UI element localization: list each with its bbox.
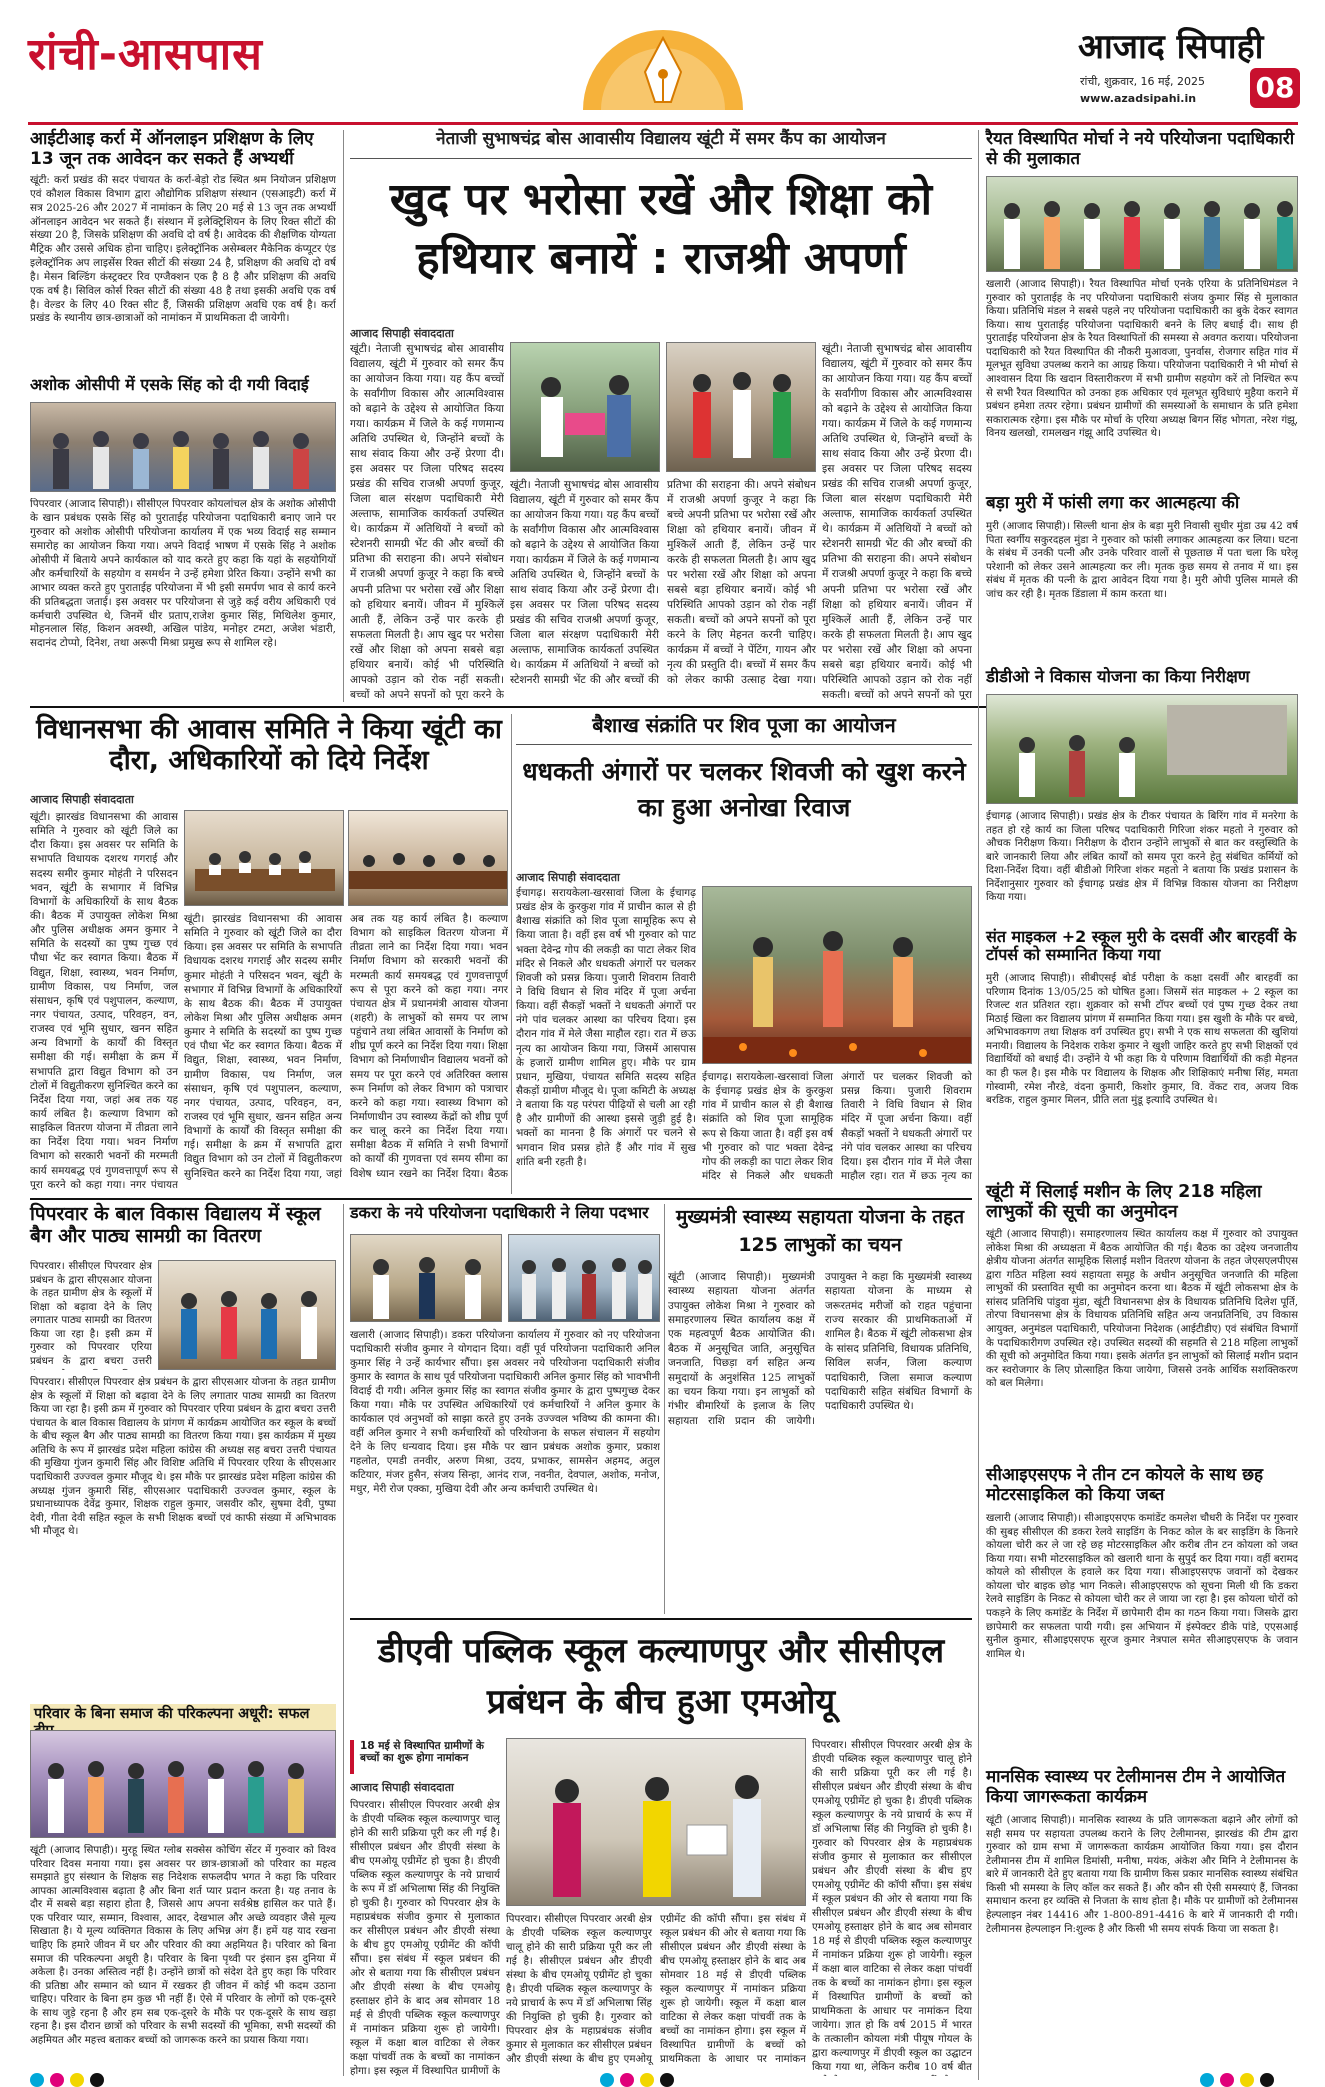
article-headline: मुख्यमंत्री स्वास्थ्य सहायता योजना के तहत 125 लाभुकों का चयन	[675, 1206, 965, 1256]
color-swatch	[70, 2073, 84, 2087]
article-raiyat-morcha	[986, 130, 1298, 490]
article-family-day	[30, 1704, 336, 2076]
article-headline: संत माइकल +2 स्कूल मुरी के दसवीं और बारहवीं के टॉपर्स को सम्मानित किया गया	[986, 927, 1297, 965]
article-body: खूंटी (आजाद सिपाही)। समाहरणालय स्थित कार्यालय कक्ष में गुरुवार को उपायुक्त लोकेश मिश्रा की अध्यक्षता में बैठक आयोजित की गई। बैठक का उद्देश्य जनजातीय क्षेत्रीय योजना अंतर्गत सामूहिक सिलाई मशीन वितरण योजना के तहत जेएसएलपीएस द्वारा गठित महिला स्वयं सहायता समूह के अधीन अनुसूचित जनजाति की महिला लाभुकों की प्रस्तावित सूची का अनुमोदन करना था। बैठक में खूंटी लोकसभा क्षेत्र के सांसद प्रतिनिधि पांडुवा मुंडा, खूंटी विधानसभा क्षेत्र के विधायक प्रतिनिधि दिलेश पूर्ति, तोरपा विधानसभा क्षेत्र के विधायक प्रतिनिधि सहित अन्य जनप्रतिनिधि, उप विकास आयुक्त, अनुमंडल पदाधिकारी, परियोजना निदेशक (आईटीडीए) एवं संबंधित विभागों के पदाधिकारीगण उपस्थित रहे। उपस्थित सदस्यों की सहमति से 218 महिला लाभुकों की सूची को अनुमोदित किया गया। इसके अंतर्गत इन लाभुकों को सिलाई मशीन प्रदान कर स्वरोजगार के लिए प्रोत्साहित किया जायेगा, जिससे उनके आर्थिक सशक्तिकरण को बल मिलेगा।	[986, 1229, 1298, 1390]
color-swatch	[90, 2073, 104, 2087]
section-title: रांची-आसपास	[28, 29, 263, 80]
article-body: पिपरवार। सीसीएल पिपरवार क्षेत्र प्रबंधन के द्वारा सीएसआर योजना के तहत ग्रामीण क्षेत्र के स्कूलों में शिक्षा को बढ़ावा देने के लिए लगातार पाठ्य सामग्री का वितरण किया जा रहा है। इसी क्रम में गुरुवार को पिपरवार एरिया प्रबंधन के द्वारा बचरा उत्तरी	[30, 1261, 152, 1367]
article-body: खलारी (आजाद सिपाही)। डकरा परियोजना कार्यालय में गुरुवार को नए परियोजना पदाधिकारी संजीव कुमार ने योगदान दिया। वहीं पूर्व परियोजना पदाधिकारी अनिल कुमार सिंह ने उन्हें कार्यभार सौंपा। इस अवसर नये परियोजना पदाधिकारी संजीव कुमार के स्वागत के साथ पूर्व परियोजना पदाधिकारी अनिल कुमार सिंह को भावभीनी विदाई दी गयी। अनिल कुमार सिंह का स्वागत संजीव कुमार के द्वारा पुष्पगुच्छ देकर किया गया। मौके पर उपस्थित अधिकारियों एवं कर्मचारियों ने अनिल कुमार के कार्यकाल एवं अनुभवों को साझा करते हुए उनके उज्ज्वल भविष्य की कामना की। वहीं अनिल कुमार ने सभी कर्मचारियों को परियोजना के सफल संचालन में सहयोग देने के लिए धन्यवाद दिया। इस मौके पर खान प्रबंधक अशोक कुमार, प्रकाश गहलोत, एमडी तनवीर, अरुण मिश्रा, उदय, प्रभाकर, सामसेन अहमद, अतुल कटियार, मंजर हुसैन, संजय सिन्हा, आनंद राज, नवनीत, देवपाल, अशोक, मनोज, मधुर, मेरी रोज एक्का, मुखिया देवी और अन्य कर्मचारी उपस्थित थे।	[350, 1329, 660, 1495]
article-headline: सीआइएसएफ ने तीन टन कोयले के साथ छह मोटरसाइकिल को किया जब्त	[986, 1465, 1264, 1505]
color-swatch	[30, 2073, 44, 2087]
photo-morcha-meeting	[986, 176, 1298, 272]
article-body: खूंटी (आजाद सिपाही)। मुख्यमंत्री स्वास्थ्य सहायता योजना अंतर्गत उपायुक्त लोकेश मिश्रा ने गुरुवार को समाहरणालय स्थित कार्यालय कक्ष में एक महत्वपूर्ण बैठक आयोजित की। बैठक में अनुसूचित जाति, अनुसूचित जनजाति, पिछड़ा वर्ग सहित अन्य समुदायों के अनुशंसित 125 लाभुकों का चयन किया गया। इन लाभुकों को गंभीर बीमारियों के इलाज के लिए सहायता राशि प्रदान की जायेगी। उपायुक्त ने कहा कि मुख्यमंत्री स्वास्थ्य सहायता योजना के माध्यम से जरूरतमंद मरीजों को राहत पहुंचाना राज्य सरकार की प्राथमिकताओं में शामिल है। बैठक में खूंटी लोकसभा क्षेत्र के सांसद प्रतिनिधि, विधायक प्रतिनिधि, सिविल सर्जन, जिला कल्याण पदाधिकारी, जिला समाज कल्याण पदाधिकारी सहित संबंधित विभागों के पदाधिकारी उपस्थित थे।	[668, 1271, 972, 1427]
article-body-mid	[510, 478, 816, 700]
photo-committee-meeting	[184, 810, 344, 906]
masthead-rule	[28, 122, 1298, 125]
divider	[30, 1198, 972, 1200]
article-summer-camp	[350, 130, 972, 702]
color-swatch	[1220, 2073, 1234, 2087]
article-body: मुरी (आजाद सिपाही)। सीबीएसई बोर्ड परीक्षा के कक्षा दसवीं और बारहवीं का परिणाम दिनांक 13/05/25 को घोषित हुआ। जिसमें संत माइकल + 2 स्कूल का रिजल्ट शत प्रतिशत रहा। शुक्रवार को सभी टॉपर बच्चों एवं पुष्प गुच्छ देकर तथा मिठाई खिला कर विद्यालय प्रांगण में सम्मानित किया गया। इस खुशी के मौके पर बच्चे, अभिभावकगण तथा शिक्षक वर्ग उपस्थित हुए। सभी ने एक साथ सफलता की खुशियां मनायी। विद्यालय के निदेशक राकेश कुमार ने खुशी जाहिर करते हुए सभी शिक्षकों एवं विद्यार्थियों को बधाई दी। उन्होंने ये भी कहा कि ये परिणाम विद्यार्थियों की कड़ी मेहनत का ही फल है। इस मौके पर विद्यालय के शिक्षक और शिक्षिकाएं मनीषा सिंह, ममता गोस्वामी, रमेश नौरडे, वंदना कुमारी, किशोर कुमार, वि. वेंकट राव, अजय विक बरडिक, राहुल कुमार मिलन, प्रीति लता मुंडू इत्यादि उपस्थित थे।	[986, 973, 1298, 1107]
color-swatch	[660, 2073, 674, 2087]
column-rule	[343, 1204, 344, 2076]
article-fire-walk	[516, 714, 972, 1194]
article-body: पिपरवार (आजाद सिपाही)। सीसीएल पिपरवार कोयलांचल क्षेत्र के अशोक ओसीपी के खान प्रबंधक एसके सिंह को पुराताईह परियोजना पदाधिकारी बनाए जाने पर गुरुवार को अशोक ओसीपी परियोजना कार्यालय में एक भव्य विदाई सह सम्मान समारोह का आयोजन किया गया। अपने विदाई भाषण में एसके सिंह ने अशोक ओसीपी में बिताये अपने कार्यकाल को याद करते हुए कहा कि यहां के सहयोगियों और कर्मचारियों के सहयोग व समर्थन ने उन्हें हमेशा प्रेरित किया। उन्होंने सभी का आभार व्यक्त करते हुए पुराताईह परियोजना में भी इसी समर्पण भाव से कार्य करने की प्रतिबद्धता जताई। इस अवसर पर परियोजना से जुड़े कई वरीय अधिकारी एवं कर्मचारी उपस्थित थे, जिनमें धीर प्रताप,राजेश कुमार सिंह, मिथिलेश कुमार, मोहनलाल सिंह, किशन अवस्थी, अखिल पांडेय, मनोहर टमटा, अजेश भंडारी, सदानंद टोप्पो, दिनेश, तथा अरूपी मिश्रा प्रमुख रूप से शामिल रहे।	[30, 498, 336, 650]
photo-mou-signing	[506, 1738, 806, 1906]
divider	[350, 1618, 972, 1620]
color-swatch	[50, 2073, 64, 2087]
kicker-rule	[350, 158, 972, 159]
article-body: ईचागढ़ (आजाद सिपाही)। प्रखंड क्षेत्र के टीकर पंचायत के बिरिंग गांव में मनरेगा के तहत हो रहे कार्य का जिला परिषद पदाधिकारी गिरिजा शंकर महतो ने गुरुवार को औचक निरीक्षण किया। निरीक्षण के दौरान उन्होंने लाभुकों से बात कर वस्तुस्थिति के बारे जानकारी लिया और लंबित कार्यों को समय पूरा करने हेतु संबंधित कर्मियों को दिशा-निर्देश दिया। वहीं बीडीओ गिरिजा शंकर महतो ने बताया कि प्रखंड प्रशासन के निर्देशानुसार गुरुवार को ईचागढ़ प्रखंड क्षेत्र में विभिन्न विकास योजना का निरीक्षण किया गया।	[986, 811, 1298, 904]
article-headline: खुद पर भरोसा रखें और शिक्षा को हथियार बनायें : राजश्री अपर्णा	[389, 174, 933, 285]
article-headline: खूंटी में सिलाई मशीन के लिए 218 महिला लाभुकों की सूची का अनुमोदन	[986, 1182, 1262, 1223]
article-headline: बड़ा मुरी में फांसी लगा कर आत्महत्या की	[986, 493, 1240, 513]
photo-dakra-welcome	[350, 1234, 502, 1322]
article-body-cont	[30, 1376, 336, 1696]
print-color-bar-left	[30, 2072, 110, 2086]
article-headline: डीडीओ ने विकास योजना का किया निरीक्षण	[986, 667, 1250, 686]
article-body: खूंटी। झारखंड विधानसभा की आवास समिति ने गुरुवार को खूंटी जिले का दौरा किया। इस अवसर पर समिति के सभापति विधायक दशरथ गगराई और सदस्य समीर कुमार मोहंती ने परिसदन भवन, खूंटी के सभागार में विभिन्न विभागों के अधिकारियों के साथ बैठक की। बैठक में उपायुक्त लोकेश मिश्रा और पुलिस अधीक्षक अमन कुमार ने समिति के सदस्यों का पुष्प गुच्छ एवं पौधा भेंट कर स्वागत किया। बैठक में विद्युत, शिक्षा, स्वास्थ्य, भवन निर्माण, ग्रामीण विकास, पथ निर्माण, जल संसाधन, कृषि एवं पशुपालन, कल्याण, नगर पंचायत, उत्पाद, परिवहन, वन, राजस्व एवं भूमि सुधार, खनन सहित अन्य विभागों के कार्यों की विस्तृत समीक्षा की गई। समीक्षा के क्रम में सभापति द्वारा विद्युत विभाग को उन टोलों में विद्युतीकरण सुनिश्चित करने का निर्देश दिया गया, जहां अब तक यह कार्य लंबित है। कल्याण विभाग को साइकिल वितरण योजना में तीव्रता लाने का निर्देश दिया गया। भवन निर्माण विभाग को सरकारी भवनों की मरम्मती कार्य समयबद्ध एवं गुणवत्तापूर्ण रूप से पूरा करने को कहा गया। नगर पंचायत	[30, 811, 178, 1190]
article-school-bags	[30, 1204, 336, 1699]
article-headline: परिवार के बिना समाज की परिकल्पना अधूरी: सफल	[30, 1704, 336, 1741]
article-body: पिपरवार। सीसीएल पिपरवार अरबी क्षेत्र के डीएवी पब्लिक स्कूल कल्याणपुर चालू होने की सारी प्रक्रिया पूरी कर ली गई है। सीसीएल प्रबंधन और डीएवी संस्था के बीच एमओयू एग्रीमेंट हो चुका है। डीएवी पब्लिक स्कूल कल्याणपुर के नये प्राचार्य के रूप में डॉ अभिलाषा सिंह की नियुक्ति हो चुकी है। गुरुवार को पिपरवार क्षेत्र के महाप्रबंधक संजीव कुमार से मुलाकात कर सीसीएल प्रबंधन और डीएवी संस्था के बीच हुए एमओयू एग्रीमेंट की कॉपी सौंपा। इस संबंध में स्कूल प्रबंधन की ओर से बताया गया कि सीसीएल प्रबंधन और डीएवी संस्था के बीच एमओयू हस्ताक्षर होने के बाद अब सोमवार 18 मई से डीएवी पब्लिक स्कूल कल्याणपुर में नामांकन प्रक्रिया शुरू हो जायेगी। स्कूल में कक्षा बाल वाटिका से लेकर कक्षा पांचवीं तक के बच्चों का नामांकन होगा। इस स्कूल में विस्थापित ग्रामीणों के	[350, 1799, 500, 2076]
print-color-bar-center	[600, 2072, 680, 2086]
article-dakra-officer	[350, 1204, 660, 1614]
article-body: मुरी (आजाद सिपाही)। सिल्ली थाना क्षेत्र के बड़ा मुरी निवासी सुधीर मुंडा उम्र 42 वर्ष पिता स्वर्गीय सकुरदहल मुंडा ने गुरुवार को फांसी लगाकर आत्महत्या कर लिया। घटना के संबंध में उनकी पत्नी और उनके परिवार वालों से पूछताछ में पता चला कि घरेलू परेशानी को लेकर उसने आत्महत्या कर ली। मृतक कुछ समय से तनाव में था। इस संबंध में मृतक की पत्नी के द्वारा आवेदन दिया गया है। मुरी ओपी पुलिस मामले की जांच कर रही है। मृतक डिंडाला में काम करता था।	[986, 521, 1298, 600]
article-headline: आईटीआइ कर्रा में ऑनलाइन प्रशिक्षण के लिए 13 जून तक आवेदन कर सकते हैं अभ्यर्थी	[30, 129, 314, 169]
article-headline: डकरा के नये परियोजना पदाधिकारी ने लिया पदभार	[350, 1203, 649, 1222]
pen-nib-logo	[573, 22, 753, 112]
masthead	[28, 22, 1298, 122]
byline: आजाद सिपाही संवाददाता	[516, 871, 620, 884]
color-swatch	[1200, 2073, 1214, 2087]
byline: आजाद सिपाही संवाददाता	[30, 793, 134, 806]
photo-school-bags	[158, 1260, 336, 1370]
article-body-text: पिपरवार। सीसीएल पिपरवार अरबी क्षेत्र के डीएवी पब्लिक स्कूल कल्याणपुर चालू होने की सारी प्रक्रिया पूरी कर ली गई है। सीसीएल प्रबंधन और डीएवी संस्था के बीच एमओयू एग्रीमेंट हो चुका है। डीएवी पब्लिक स्कूल कल्याणपुर के नये प्राचार्य के रूप में डॉ अभिलाषा सिंह की नियुक्ति हो चुकी है। गुरुवार को पिपरवार क्षेत्र के महाप्रबंधक संजीव कुमार से मुलाकात कर सीसीएल प्रबंधन और डीएवी संस्था के बीच हुए एमओयू एग्रीमेंट की कॉपी सौंपा। इस संबंध में स्कूल प्रबंधन की ओर से बताया गया कि सीसीएल प्रबंधन और डीएवी संस्था के बीच एमओयू हस्ताक्षर होने के बाद अब सोमवार 18 मई से डीएवी पब्लिक स्कूल कल्याणपुर में नामांकन प्रक्रिया शुरू हो जायेगी। स्कूल में कक्षा बाल वाटिका से लेकर कक्षा पांचवीं तक के बच्चों का नामांकन होगा। इस स्कूल में विस्थापित ग्रामीणों के बच्चों को प्राथमिकता के आधार पर नामांकन	[506, 1913, 806, 2065]
photo-summer-camp-students	[666, 342, 816, 472]
article-assembly-committee	[30, 714, 508, 1194]
photo-dakra-group	[508, 1234, 660, 1322]
column-rule	[978, 130, 979, 2080]
article-body: खूंटी (आजाद सिपाही)। मानसिक स्वास्थ्य के प्रति जागरूकता बढ़ाने और लोगों को सही समय पर सहायता उपलब्ध कराने के लिए टेलीमानस, झारखंड की टीम द्वारा गुरुवार को ग्राम सभा में जागरूकता कार्यक्रम आयोजित किया गया। इस दौरान टेलीमानस टीम में शामिल डिमांसी, मनीषा, मयंक, अंकेश और मिनि ने टेलीमानस के बारे में जानकारी देते हुए बताया गया कि ग्रामीण किस प्रकार मानसिक स्वास्थ्य संबंधित किसी भी समस्या के लिए कॉल कर सकते हैं। और कौन सी ऐसी समस्याएं हैं, जिनका समाधान करना हर व्यक्ति से निजता के साथ होता है। मौके पर ग्रामीणों को टेलीमानस हेल्पलाइन नंबर 14416 और 1-800-891-4416 के बारे में जानकारी दी गयी। टेलीमानस हेल्पलाइन नि:शुल्क है और किसी भी समय संपर्क किया जा सकता है।	[986, 1815, 1298, 1935]
article-body-cont	[184, 912, 508, 1190]
color-swatch	[600, 2073, 614, 2087]
color-swatch	[1240, 2073, 1254, 2087]
article-kicker: बैशाख संक्रांति पर शिव पूजा का आयोजन	[592, 713, 896, 737]
page-number: 08	[1250, 68, 1300, 108]
article-sewing-machine	[986, 1182, 1298, 1462]
print-color-bar-right	[1200, 2072, 1280, 2086]
kicker-rule	[516, 744, 972, 745]
column-rule	[511, 714, 512, 1194]
color-swatch	[640, 2073, 654, 2087]
photo-fire-walk	[702, 886, 972, 1064]
column-rule	[664, 1204, 665, 1614]
article-body-cont	[506, 1912, 806, 2076]
article-body-text: खूंटी। नेताजी सुभाषचंद्र बोस आवासीय विद्यालय, खूंटी में गुरुवार को समर कैंप का आयोजन किया गया। यह कैंप बच्चों के सर्वांगीण विकास और आत्मविश्वास को बढ़ाने के उद्देश्य से आयोजित किया गया। कार्यक्रम में जिले के कई गणमान्य अतिथि उपस्थित थे, जिन्होंने बच्चों के साथ संवाद किया और उन्हें प्रेरणा दी। इस अवसर पर जिला परिषद सदस्य प्रखंड की सचिव राजश्री अपर्णा कुजूर, जिला बाल संरक्षण पदाधिकारी मेरी अल्ताफ, सामाजिक कार्यकर्ता उपस्थित थे। कार्यक्रम में अतिथियों ने बच्चों को स्टेशनरी सामग्री भेंट की और बच्चों की प्रतिभा की सराहना की। अपने संबोधन में राजश्री अपर्णा कुजूर ने कहा कि बच्चे अपनी प्रतिभा पर भरोसा रखें और शिक्षा को हथियार बनायें। जीवन में मुश्किलें आती हैं, लेकिन उन्हें पार करके ही सफलता मिलती है। आप खुद पर भरोसा रखें और शिक्षा को अपना सबसे बड़ा हथियार बनायें। कोई भी परिस्थिति आपको उड़ान को रोक नहीं सकती। बच्चों को अपने सपनों को पूरा करने के लिए मेहनत करनी चाहिए। कार्यक्रम में बच्चों ने पेंटिंग, गायन और नृत्य की प्रस्तुति दी। बच्चों में समर कैंप को लेकर काफी उत्साह देखा गया।	[510, 479, 816, 687]
color-swatch	[620, 2073, 634, 2087]
dateline: रांची, शुक्रवार, 16 मई, 2025	[1080, 75, 1206, 88]
article-cisf-coal	[986, 1466, 1298, 1764]
photo-ddo-site	[986, 694, 1298, 804]
article-body-text: खूंटी। नेताजी सुभाषचंद्र बोस आवासीय विद्यालय, खूंटी में गुरुवार को समर कैंप का आयोजन किया गया। यह कैंप बच्चों के सर्वांगीण विकास और आत्मविश्वास को बढ़ाने के उद्देश्य से आयोजित किया गया। कार्यक्रम में जिले के कई गणमान्य अतिथि उपस्थित थे, जिन्होंने बच्चों के साथ संवाद किया और उन्हें प्रेरणा दी। इस अवसर पर जिला परिषद सदस्य प्रखंड की सचिव राजश्री अपर्णा कुजूर, जिला बाल संरक्षण पदाधिकारी मेरी अल्ताफ, सामाजिक कार्यकर्ता उपस्थित थे। कार्यक्रम में अतिथियों ने बच्चों को स्टेशनरी सामग्री भेंट की और बच्चों की प्रतिभा की सराहना की। अपने संबोधन में राजश्री अपर्णा कुजूर ने कहा कि बच्चे अपनी प्रतिभा पर भरोसा रखें और शिक्षा को हथियार बनायें। जीवन में मुश्किलें आती हैं, लेकिन उन्हें पार करके ही सफलता मिलती है। आप खुद पर भरोसा रखें और शिक्षा को अपना सबसे बड़ा हथियार बनायें। कोई भी परिस्थिति आपको उड़ान को रोक नहीं सकती। बच्चों को अपने सपनों को पूरा	[822, 343, 972, 700]
photo-farewell-group	[30, 402, 336, 492]
photo-coaching-group	[30, 1730, 336, 1838]
article-body: खलारी (आजाद सिपाही)। सीआइएसएफ कमांडेंट कमलेश चौधरी के निर्देश पर गुरुवार की सुबह सीसीएल की डकरा रेलवे साइडिंग के निकट कोल के बर साइडिंग के किनारे कोयला चोरी कर ले जा रहे छह मोटरसाइकिल और करीब तीन टन कोयला को जब्त किया गया। सभी मोटरसाइकिल को खलारी थाना के सुपुर्द कर दिया गया। वहीं बरामद कोयले को सीसीएल के हवाले कर दिया गया। सीआइएसएफ जवानों को देखकर कोयला चोर बाइक छोड़ भाग निकले। सीआइएसएफ को सूचना मिली थी कि डकरा रेलवे साइडिंग के निकट से कोयला चोरी कर ले जाया जा रहा है। इस कोयला चोरों को पकड़ने के लिए कमांडेंट के निर्देश में छापेमारी दीम का गठन किया गया। जिसके द्वारा छापेमारी कर सफलता पायी गयी। इस अभियान में इंस्पेक्टर डीके पांडे, एएसआई सुनील कुमार, सीआइएसएफ सूरज कुमार नेत्रपाल समेत सीआइएसएफ के जवान शामिल थे।	[986, 1513, 1298, 1660]
article-tele-manas	[986, 1768, 1298, 2078]
article-body: खूंटी: कर्रा प्रखंड की सदर पंचायत के कर्रा-बेड़ो रोड स्थित श्रम नियोजन प्रशिक्षण एवं कौशल विकास विभाग द्वारा औद्योगिक प्रशिक्षण संस्थान (एसआइटी) कर्रा में सत्र 2025-26 और 2027 में नामांकन के लिए 20 मई से 13 जून तक अभ्यर्थी ऑनलाइन आवेदन भर सकते हैं। संस्थान में इलेक्ट्रिशियन के लिए रिक्त सीटों की संख्या 20 है, जिसके प्रशिक्षण की अवधि दो वर्ष है। आवेदक की शैक्षणिक योग्यता मैट्रिक और उससे अधिक होना चाहिए। इलेक्ट्रॉनिक असेम्बलर मैकेनिक कंप्यूटर एंड इलेक्ट्रॉनिक अप लाइसेंस रिक्त सीटों की संख्या 24 है, प्रशिक्षण की अवधि दो वर्ष है। मेसन बिल्डिंग कंस्ट्रक्टर रिव एग्जैक्शन एक है 8 है और प्रशिक्षण की अवधि एक वर्ष है। सिविल कोर्स रिक्त सीटों की संख्या 48 है तथा इसकी अवधि एक वर्ष है। वेल्डर के लिए 40 रिक्त सीट हैं, जिसकी प्रशिक्षण अवधि एक वर्ष है। कर्रा प्रखंड के स्थानीय छात्र-छात्राओं को नामांकन में प्राथमिकता दी जायेगी।	[30, 174, 336, 325]
paper-title: आजाद सिपाही	[1078, 27, 1264, 67]
article-st-michael	[986, 928, 1298, 1178]
article-ashok-ocp	[30, 376, 336, 701]
byline: आजाद सिपाही संवाददाता	[350, 327, 454, 340]
article-body-right	[812, 1738, 972, 2076]
article-headline: पिपरवार के बाल विकास विद्यालय में स्कूल बैग और पाठ्य सामग्री का वितरण	[30, 1203, 321, 1247]
article-body: ईचागढ़। सरायकेला-खरसावां जिला के ईचागढ़ प्रखंड क्षेत्र के कुरकुश गांव में प्राचीन काल से ही बैशाख संक्रांति को शिव पूजा सामूहिक रूप से किया जाता है। वहीं इस वर्ष भी गुरुवार को पाट भक्ता देवेन्द्र गोप की लकड़ी का पाटा लेकर शिव मंदिर से निकले और धधकती अंगारों पर चलकर शिवजी को प्रसन्न किया। पुजारी शिवराम तिवारी ने विधि विधान से शिव मंदिर में पूजा अर्चना किया। वहीं सैकड़ों भक्तों ने धधकती अंगारों पर नंगे पांव चलकर आस्था का परिचय दिया। इस दौरान गांव में मेले जैसा माहौल रहा। रात में छऊ नृत्य का आयोजन किया गया, जिसमें आसपास के हजारों ग्रामीण शामिल हुए। मौके पर ग्राम प्रधान, मुखिया, पंचायत समिति सदस्य सहित सैकड़ों ग्रामीण मौजूद थे। पूजा कमिटी के अध्यक्ष ने बताया कि यह परंपरा पीढ़ियों से चली आ रही है और ग्रामीणों की आस्था इससे जुड़ी हुई है। भक्तों का मानना है कि अंगारों पर चलने से भगवान शिव प्रसन्न होते हैं और गांव में सुख शांति बनी रहती है।	[516, 887, 696, 1168]
article-bada-muri	[986, 494, 1298, 664]
article-headline: डीएवी पब्लिक स्कूल कल्याणपुर और सीसीएल प्रबंधन के बीच हुआ एमओयू	[377, 1631, 945, 1722]
article-body-text: ईचागढ़। सरायकेला-खरसावां जिला के ईचागढ़ प्रखंड क्षेत्र के कुरकुश गांव में प्राचीन काल से ही बैशाख संक्रांति को शिव पूजा सामूहिक रूप से किया जाता है। वहीं इस वर्ष भी गुरुवार को पाट भक्ता देवेन्द्र गोप की लकड़ी का पाटा लेकर शिव मंदिर से निकले और धधकती अंगारों पर चलकर शिवजी को प्रसन्न किया। पुजारी शिवराम तिवारी ने विधि विधान से शिव मंदिर में पूजा अर्चना किया। वहीं सैकड़ों भक्तों ने धधकती अंगारों पर नंगे पांव चलकर आस्था का परिचय दिया। इस दौरान गांव में मेले जैसा माहौल रहा। रात में छऊ नृत्य का	[702, 1071, 972, 1182]
article-iti-karra	[30, 130, 336, 372]
article-ddo-inspection	[986, 668, 1298, 923]
color-swatch	[1260, 2073, 1274, 2087]
photo-committee-table	[348, 810, 508, 906]
article-headline: रैयत विस्थापित मोर्चा ने नये परियोजना पदाधिकारी से की मुलाकात	[986, 129, 1295, 169]
article-kicker: नेताजी सुभाषचंद्र बोस आवासीय विद्यालय खूंटी में समर कैंप का आयोजन	[436, 129, 886, 149]
byline: आजाद सिपाही संवाददाता	[350, 1781, 454, 1794]
teaser-box	[350, 1740, 500, 1774]
article-body: खूंटी। नेताजी सुभाषचंद्र बोस आवासीय विद्यालय, खूंटी में गुरुवार को समर कैंप का आयोजन किया गया। यह कैंप बच्चों के सर्वांगीण विकास और आत्मविश्वास को बढ़ाने के उद्देश्य से आयोजित किया गया। कार्यक्रम में जिले के कई गणमान्य अतिथि उपस्थित थे, जिन्होंने बच्चों के साथ संवाद किया और उन्हें प्रेरणा दी। इस अवसर पर जिला परिषद सदस्य प्रखंड की सचिव राजश्री अपर्णा कुजूर, जिला बाल संरक्षण पदाधिकारी मेरी अल्ताफ, सामाजिक कार्यकर्ता उपस्थित थे। कार्यक्रम में अतिथियों ने बच्चों को स्टेशनरी सामग्री भेंट की और बच्चों की प्रतिभा की सराहना की। अपने संबोधन में राजश्री अपर्णा कुजूर ने कहा कि बच्चे अपनी प्रतिभा पर भरोसा रखें और शिक्षा को हथियार बनायें। जीवन में मुश्किलें आती हैं, लेकिन उन्हें पार करके ही सफलता मिलती है। आप खुद पर भरोसा रखें और शिक्षा को अपना सबसे बड़ा हथियार बनायें। कोई भी परिस्थिति आपको उड़ान को रोक नहीं सकती। बच्चों को अपने सपनों को पूरा करने के	[350, 343, 504, 700]
article-cm-health	[668, 1204, 972, 1614]
photo-summer-camp-gift	[510, 342, 660, 472]
article-headline: धधकती अंगारों पर चलकर शिवजी को खुश करने का हुआ अनोखा रिवाज	[522, 757, 966, 823]
article-body-text: खूंटी। झारखंड विधानसभा की आवास समिति ने गुरुवार को खूंटी जिले का दौरा किया। इस अवसर पर समिति के सभापति विधायक दशरथ गगराई और सदस्य समीर कुमार मोहंती ने परिसदन भवन, खूंटी के सभागार में विभिन्न विभागों के अधिकारियों के साथ बैठक की। बैठक में उपायुक्त लोकेश मिश्रा और पुलिस अधीक्षक अमन कुमार ने समिति के सदस्यों का पुष्प गुच्छ एवं पौधा भेंट कर स्वागत किया। बैठक में विद्युत, शिक्षा, स्वास्थ्य, भवन निर्माण, ग्रामीण विकास, पथ निर्माण, जल संसाधन, कृषि एवं पशुपालन, कल्याण, नगर पंचायत, उत्पाद, परिवहन, वन, राजस्व एवं भूमि सुधार, खनन सहित अन्य विभागों के कार्यों की विस्तृत समीक्षा की गई। समीक्षा के क्रम में सभापति द्वारा विद्युत विभाग को उन टोलों में विद्युतीकरण सुनिश्चित करने का निर्देश दिया गया, जहां अब तक यह कार्य लंबित है। कल्याण विभाग को साइकिल वितरण योजना में तीव्रता लाने का निर्देश दिया गया। भवन निर्माण विभाग को सरकारी भवनों की मरम्मती कार्य समयबद्ध एवं गुणवत्तापूर्ण रूप से पूरा करने को कहा गया। नगर पंचायत क्षेत्र में प्रधानमंत्री आवास योजना (शहरी) के लाभुकों को समय पर लाभ पहुंचाने तथा लंबित आवासों के निर्माण को शीघ्र पूर्ण करने का निर्देश दिया गया। शिक्षा विभाग को निर्माणाधीन विद्यालय भवनों को समय पर पूरा करने एवं अतिरिक्त क्लास रूम निर्माण को लेकर विभाग को पत्राचार करने को कहा गया। स्वास्थ्य विभाग को निर्माणाधीन उप स्वास्थ्य केंद्रों को शीघ्र पूर्ण कर चालू करने का निर्देश दिया गया। समीक्षा बैठक में समिति ने सभी विभागों को कार्यों की गुणवत्ता एवं समय सीमा का विशेष ध्यान रखने का निर्देश दिया। बैठक	[184, 913, 508, 1180]
article-headline: मानसिक स्वास्थ्य पर टेलीमानस टीम ने आयोजित किया जागरूकता कार्यक्रम	[986, 1767, 1286, 1807]
article-body-right	[822, 342, 972, 700]
article-body-text: पिपरवार। सीसीएल पिपरवार क्षेत्र प्रबंधन के द्वारा सीएसआर योजना के तहत ग्रामीण क्षेत्र के स्कूलों में शिक्षा को बढ़ावा देने के लिए लगातार पाठ्य सामग्री का वितरण किया जा रहा है। इसी क्रम में गुरुवार को पिपरवार एरिया प्रबंधन के द्वारा बचरा उत्तरी पंचायत के बाल विकास विद्यालय के प्रांगण में कार्यक्रम आयोजित कर स्कूल के बच्चों के बीच स्कूल बैग और पाठ्य सामग्री का वितरण किया गया। इस कार्यक्रम में मुख्य अतिथि के रूप में झारखंड प्रदेश महिला कांग्रेस की अध्यक्ष सह बचरा उत्तरी पंचायत की मुखिया गुंजन कुमारी सिंह और विशिष्ट अतिथि में पिपरवार एरिया के सीएसआर पदाधिकारी उज्ज्वल कुमार मौजूद थे। इस मौके पर झारखंड प्रदेश महिला कांग्रेस की अध्यक्ष गुंजन कुमारी सिंह, सीएसआर पदाधिकारी उज्ज्वल कुमार, स्कूल के प्रधानाध्यापक देवेंद्र कुमार, शिक्षक राहुल कुमार, जसवीर कौर, सुषमा देवी, पुष्पा देवी, गीता देवी सहित स्कूल के सभी शिक्षक बच्चों एवं काफी संख्या में अभिभावक भी मौजूद थे।	[30, 1377, 336, 1538]
article-headline: अशोक ओसीपी में एसके सिंह को दी गयी विदाई	[30, 375, 309, 394]
website-url: www.azadsipahi.in	[1080, 92, 1197, 105]
article-dav-mou	[350, 1626, 972, 2078]
article-body-cont	[702, 1070, 972, 1191]
article-headline: विधानसभा की आवास समिति ने किया खूंटी का दौरा, अधिकारियों को दिये निर्देश	[36, 714, 502, 777]
article-body: खूंटी (आजाद सिपाही)। मुरहू स्थित ग्लोब सक्सेस कोचिंग सेंटर में गुरुवार को विश्व परिवार दिवस मनाया गया। इस अवसर पर छात्र-छात्राओं को परिवार का महत्व समझाते हुए संस्थान के शिक्षक सह निदेशक सफलदीप भगत ने कहा कि परिवार आपका आत्मविश्वास बढ़ाता है और बिना शर्त प्यार प्रदान करता है। यह तनाव के दौर में सबसे बड़ा सहारा होता है, जिससे आप अपना सर्वश्रेष्ठ हासिल कर पाते हैं। एक परिवार प्यार, सम्मान, विश्वास, आदर, देखभाल और अच्छे व्यवहार जैसे मूल्य सिखाता है। ये मूल्य व्यक्तिगत विकास के लिए अभिन्न अंग हैं। हमें यह याद रखना चाहिए कि हमारे जीवन में घर और परिवार की क्या अहमियत है। परिवार को बिना समाज की परिकल्पना अधूरी है। परिवार के बिना पृथ्वी पर इंसान इस दुनिया में अकेला है। उनका अस्तित्व नहीं है। उन्होंने छात्रों को संदेश देते हुए कहा कि परिवार की प्रतिष्ठा और सम्मान को ध्यान में रखकर ही जीवन में कोई भी कदम उठाना चाहिए। परिवार के बिना हम कुछ भी नहीं हैं। ऐसे में परिवार के लोगों को एक-दूसरे के साथ जुड़े रहना है और हम सब एक-दूसरे के मौके पर एक-दूसरे के साथ खड़ा रहना है। इस दौरान छात्रों को परिवार के सभी सदस्यों की भूमिका, सभी सदस्यों की अहमियत और महत्त्व बताकर बच्चों को जागरूक करने का प्रयास किया गया।	[30, 1845, 336, 2046]
article-body: खलारी (आजाद सिपाही)। रैयत विस्थापित मोर्चा एनके एरिया के प्रतिनिधिमंडल ने गुरुवार को पुराताईह के नए परियोजना पदाधिकारी संजय कुमार सिंह से मुलाकात किया। प्रतिनिधि मंडल ने सबसे पहले नए परियोजना पदाधिकारी का बुके देकर स्वागत किया। साथ पुराताईह परियोजना पदाधिकारी बनने के लिए बधाई दी। साथ ही पुराताईह परियोजना क्षेत्र के रैयत विस्थापितों की समस्या से अवगत कराया। परियोजना पदाधिकारी को रैयत विस्थापित की नौकरी मुआवजा, पुनर्वास, रोजगार सहित गांव में मूलभूत सुविधा उपलब्ध कराने का आग्रह किया। परियोजना पदाधिकारी ने भी मोर्चा से आश्वासन दिया कि खदान विस्तारीकरण में सभी ग्रामीण सहयोग करें तो निश्चित रूप से सभी रैयत विस्थापित को उनका हक अधिकार एवं मूलभूत सुविधाएं मुहैया कराने में प्रबंधन हमेशा तत्पर रहेगा। प्रबंधन ग्रामीणों की समस्याओं के समाधान के प्रति हमेशा सकारात्मक रहेगा। इस मौके पर मोर्चा के एरिया अध्यक्ष बिगन सिंह भोगता, नरेश गंझू, विनय खलखो, रामलखन गंझू आदि उपस्थित थे।	[986, 279, 1298, 440]
article-body-text: पिपरवार। सीसीएल पिपरवार अरबी क्षेत्र के डीएवी पब्लिक स्कूल कल्याणपुर चालू होने की सारी प्रक्रिया पूरी कर ली गई है। सीसीएल प्रबंधन और डीएवी संस्था के बीच एमओयू एग्रीमेंट हो चुका है। डीएवी पब्लिक स्कूल कल्याणपुर के नये प्राचार्य के रूप में डॉ अभिलाषा सिंह की नियुक्ति हो चुकी है। गुरुवार को पिपरवार क्षेत्र के महाप्रबंधक संजीव कुमार से मुलाकात कर सीसीएल प्रबंधन और डीएवी संस्था के बीच हुए एमओयू एग्रीमेंट की कॉपी सौंपा। इस संबंध में स्कूल प्रबंधन की ओर से बताया गया कि सीसीएल प्रबंधन और डीएवी संस्था के बीच एमओयू हस्ताक्षर होने के बाद अब सोमवार 18 मई से डीएवी पब्लिक स्कूल कल्याणपुर में नामांकन प्रक्रिया शुरू हो जायेगी। स्कूल में कक्षा बाल वाटिका से लेकर कक्षा पांचवीं तक के बच्चों का नामांकन होगा। इस स्कूल में विस्थापित ग्रामीणों के बच्चों को प्राथमिकता के आधार पर नामांकन दिया जायेगा। ज्ञात हो कि वर्ष 2015 में भारत के तत्कालीन कोयला मंत्री पीयूष गोयल के द्वारा कल्याणपुर में डीएवी स्कूल का उद्घाटन किया गया था, लेकिन करीब 10 वर्ष बीत	[812, 1739, 972, 2073]
teaser-text: 18 मई से विस्थापित ग्रामीणों के बच्चों का शुरू होगा नामांकन	[360, 1740, 484, 1765]
column-rule	[343, 130, 344, 702]
